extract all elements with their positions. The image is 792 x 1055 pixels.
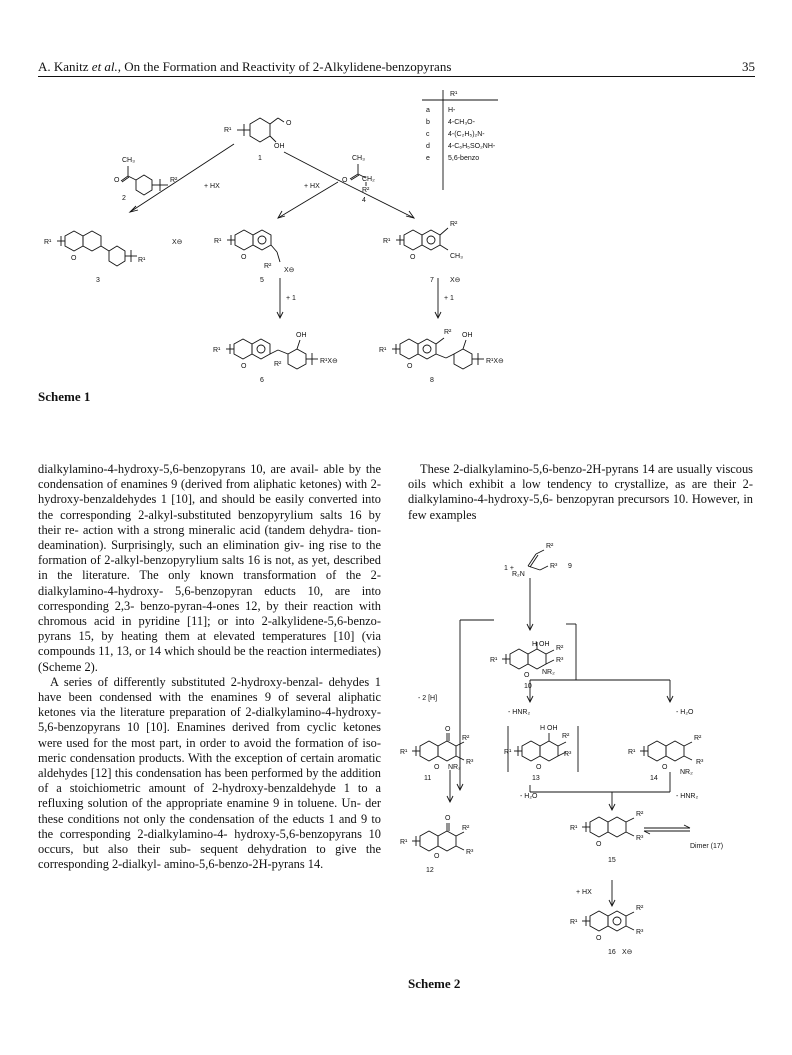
cpd14-nr2: NR₂ [680, 769, 693, 776]
minus-h2o-label-bottom: - H₂O [520, 793, 538, 800]
compound-3-structure [57, 231, 137, 266]
cpd7-r1: R¹ [383, 238, 391, 245]
minus-2h-label: - 2 [H] [418, 695, 438, 702]
cpd3-r1b: R¹ [138, 257, 146, 264]
cpd13-o: O [536, 764, 542, 771]
table-key-b: b [426, 119, 430, 126]
table-value-c: 4-(C₂H₅)₂N- [448, 131, 485, 138]
cpd4-ch3: CH₃ [352, 155, 365, 162]
plus1-left: + 1 [286, 295, 296, 302]
cpd14-r3: R³ [696, 759, 704, 766]
cpd4-o: O [342, 177, 348, 184]
label-compound-7: 7 [430, 277, 434, 284]
label-compound-4: 4 [362, 197, 366, 204]
cpd16-r3: R³ [636, 929, 644, 936]
table-key-d: d [426, 143, 430, 150]
cpd2-o: O [114, 177, 120, 184]
cpd6-oh: OH [296, 332, 307, 339]
cpd11-o-keto: O [445, 726, 451, 733]
hx-label-left: + HX [204, 183, 220, 190]
cpd8-r2: R² [444, 329, 452, 336]
cpd8-oh: OH [462, 332, 473, 339]
cpd10-r1: R¹ [490, 657, 498, 664]
table-key-e: e [426, 155, 430, 162]
label-compound-10: 10 [524, 683, 532, 690]
left-column [38, 462, 381, 872]
minus-hnr2-label-top: - HNR₂ [508, 709, 531, 716]
cpd5-r2: R² [264, 263, 272, 270]
table-value-d: 4-C₆H₅SO₂NH- [448, 143, 496, 150]
compound-11-structure [412, 733, 464, 761]
cpd4-r2: R² [362, 187, 370, 194]
cpd7-x: X⊖ [450, 277, 461, 284]
cpd6-o: O [241, 363, 247, 370]
cpd10-o: O [524, 672, 530, 679]
cpd16-x: X⊖ [622, 949, 633, 956]
cpd5-o: O [241, 254, 247, 261]
compound-8-structure [392, 338, 484, 369]
cpd9-r2n: R₂N [512, 571, 525, 578]
label-compound-8: 8 [430, 377, 434, 382]
cpd6-r1x: R¹X⊖ [320, 358, 338, 365]
right-column [408, 462, 753, 523]
compound-7-structure [396, 228, 448, 250]
table-value-b: 4-CH₃O- [448, 119, 475, 126]
cpd13-r2: R² [562, 733, 570, 740]
cpd15-r1: R¹ [570, 825, 578, 832]
table-key-a: a [426, 107, 430, 114]
label-compound-5: 5 [260, 277, 264, 284]
label-compound-6: 6 [260, 377, 264, 382]
cpd11-r2: R² [462, 735, 470, 742]
cpd12-o: O [434, 853, 440, 860]
hx-label-right: + HX [304, 183, 320, 190]
plus-hx-label: + HX [576, 889, 592, 896]
cpd14-o: O [662, 764, 668, 771]
cpd5-r1: R¹ [214, 238, 222, 245]
compound-1-structure [237, 118, 284, 142]
cpd3-o: O [71, 255, 77, 262]
scheme2-caption: Scheme 2 [408, 976, 461, 991]
cpd7-ch3: CH₃ [450, 253, 463, 260]
minus-h2o-label-top: - H₂O [676, 709, 694, 716]
cpd9-r2: R² [546, 543, 554, 550]
cpd15-o: O [596, 841, 602, 848]
cpd10-nr2: NR₂ [542, 669, 555, 676]
cpd2-ch3: CH₃ [122, 157, 135, 164]
scheme2-figure [400, 540, 760, 980]
scheme1-caption: Scheme 1 [38, 389, 91, 404]
cpd4-ch2: CH₂ [362, 176, 375, 183]
scheme1-figure [38, 82, 598, 382]
label-compound-15: 15 [608, 857, 616, 864]
cpd13-r1: R¹ [504, 749, 512, 756]
cpd9-r3: R³ [550, 563, 558, 570]
cpd12-r3: R³ [466, 849, 474, 856]
label-compound-12: 12 [426, 867, 434, 874]
arrow-1-to-3 [130, 144, 234, 212]
cpd13-hoh: H OH [540, 725, 558, 732]
cpd11-o: O [434, 764, 440, 771]
cpd11-r1: R¹ [400, 749, 408, 756]
label-compound-16: 16 [608, 949, 616, 956]
cpd7-o: O [410, 254, 416, 261]
cpd1-r1: R¹ [224, 127, 232, 134]
label-compound-14: 14 [650, 775, 658, 782]
page-number: 35 [742, 59, 755, 74]
cpd3-x: X⊖ [172, 239, 183, 246]
cpd5-x: X⊖ [284, 267, 295, 274]
cpd6-r2: R² [274, 361, 282, 368]
cpd7-r2: R² [450, 221, 458, 228]
cpd12-r1: R¹ [400, 839, 408, 846]
table-header: R¹ [450, 91, 458, 98]
table-value-a: H- [448, 107, 456, 114]
cpd10-r3: R³ [556, 657, 564, 664]
cpd1-o: O [286, 120, 292, 127]
cpd12-r2: R² [462, 825, 470, 832]
table-key-c: c [426, 131, 430, 138]
label-compound-9: 9 [568, 563, 572, 570]
plus1-right: + 1 [444, 295, 454, 302]
cpd9-plus1: 1 + [504, 565, 514, 572]
label-compound-1: 1 [258, 155, 262, 162]
compound-14-structure [640, 741, 692, 761]
compound-9-structure [528, 550, 548, 570]
cpd6-r1: R¹ [213, 347, 221, 354]
cpd8-o: O [407, 363, 413, 370]
cpd10-r2: R² [556, 645, 564, 652]
cpd11-r3: R³ [466, 759, 474, 766]
left-paragraph-1: dialkylamino-4-hydroxy-5,6-benzopyrans 10, are avail- able by the condensation of enamines 9 (derived from aliphatic ketones) with 2-hydroxy-benzaldehydes 1 [10], and should be easily converted into the corresponding 2-alkyl-substituted benzopyrylium salts 16 by their re- action with a strong mineralic acid (tandem dehydra- tion-deamination). Surprisingly, such an elimination giv- ing rise to the formation of 2-alkyl-benzopyrylium salts 16 is not, as yet, described in the literature. The only known transformation of the 2-dialkylamino-4-hydroxy- 5,6-benzopyran educts 10, are into corresponding 2,3- benzo-pyran-4-ones 12, by their reaction with chromous acid in pyridine [11]; or into 2-alkylidene-5,6-benzo- pyrans 15, by heating them at elevated temperatures [10] (via compounds 11, 13, or 14 which should be the reaction intermediates) (Scheme 2). [38, 462, 381, 674]
cpd8-r1: R¹ [379, 347, 387, 354]
label-compound-13: 13 [532, 775, 540, 782]
dimer-label: Dimer (17) [690, 843, 724, 850]
header-rule [38, 76, 755, 77]
cpd2-r2: R² [170, 177, 178, 184]
table-value-e: 5,6-benzo [448, 155, 480, 162]
cpd16-r1: R¹ [570, 919, 578, 926]
cpd15-r3: R³ [636, 835, 644, 842]
compound-12-structure [412, 823, 464, 851]
cpd16-o: O [596, 935, 602, 942]
label-compound-11: 11 [424, 775, 432, 782]
running-title: A. Kanitz et al., On the Formation and Reactivity of 2-Alkylidene-benzopyrans [38, 59, 452, 74]
cpd16-r2: R² [636, 905, 644, 912]
minus-hnr2-label-bottom: - HNR₂ [676, 793, 699, 800]
cpd3-r1: R¹ [44, 239, 52, 246]
cpd11-nr2: NR₂ [448, 764, 461, 771]
cpd13-r3: R³ [564, 751, 572, 758]
compound-6-structure [226, 339, 318, 369]
cpd12-o-keto: O [445, 815, 451, 822]
right-paragraph-1: These 2-dialkylamino-5,6-benzo-2H-pyrans 14 are usually viscous oils which exhibit a low tendency to crystallize, as are their 2-dialkylamino-4-hydroxy-5,6- benzopyran precursors 10. However, in few examples [408, 462, 754, 522]
compound-2-structure [121, 166, 168, 195]
cpd14-r1: R¹ [628, 749, 636, 756]
arrow-1-to-7 [284, 152, 334, 178]
r1-substituent-table [426, 91, 496, 162]
cpd14-r2: R² [694, 735, 702, 742]
left-paragraph-2: A series of differently substituted 2-hydroxy-benzal- dehydes 1 have been condensed with the enamines 9 of several aliphatic ketones via the literature preparation of 2-dialkylamino-4-hydroxy-5,6-benzopyrans 10 [10]. Enamines derived from cyclic ketones were used for the most part, in order to avoid the formation of iso- meric condensation products. With the exception of certain aromatic aldehydes [12] this condensation has been performed by the addition of a stoichiometric amount of 2-hydroxy-benzaldehyde 1 to a refluxing solution of the appropriate enamine 9 in toluene. Un- der these conditions not only the condensation of the educts 1 and 9 to the corresponding 2-dialkylamino-4- hydroxy-5,6-benzopyrans 10 occurs, but also their sub- sequent dehydration to give the corresponding 2-dialkyl- amino-5,6-benzo-2H-pyrans 14. [38, 674, 381, 872]
cpd8-r1x: R¹X⊖ [486, 358, 504, 365]
label-compound-3: 3 [96, 277, 100, 284]
label-compound-2: 2 [122, 195, 126, 202]
cpd10-hoh: H OH [532, 641, 550, 648]
cpd15-r2: R² [636, 811, 644, 818]
cpd1-oh: OH [274, 143, 285, 150]
compound-5-structure [227, 230, 280, 262]
compound-16-structure [582, 911, 634, 931]
compound-15-structure [582, 817, 634, 837]
